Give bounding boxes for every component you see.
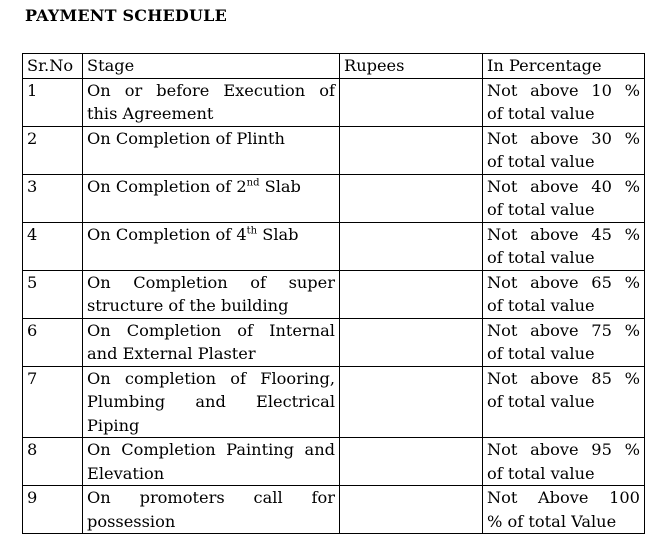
table-row: [23, 270, 645, 318]
header-srno: Sr.No: [23, 54, 83, 79]
pct-line: Not above 85 %: [487, 368, 640, 388]
header-percentage: In Percentage: [483, 54, 645, 79]
table-row: [23, 174, 645, 222]
stage-line: [87, 175, 335, 199]
table-row: [23, 366, 645, 438]
cell-srno: 1: [23, 78, 83, 126]
cell-rupees: [340, 126, 483, 174]
cell-percentage: [483, 486, 645, 534]
cell-stage: [83, 486, 340, 534]
cell-percentage: [483, 366, 645, 438]
table-row: [23, 126, 645, 174]
table-row: [23, 486, 645, 534]
table-header-row: [23, 54, 645, 79]
page-title: PAYMENT SCHEDULE: [25, 6, 227, 25]
cell-rupees: [340, 366, 483, 438]
cell-stage: [83, 366, 340, 438]
cell-srno: 3: [23, 174, 83, 222]
cell-srno: 5: [23, 270, 83, 318]
cell-rupees: [340, 174, 483, 222]
cell-percentage: [483, 126, 645, 174]
cell-percentage: [483, 222, 645, 270]
cell-percentage: [483, 270, 645, 318]
pct-line: of total value: [487, 344, 595, 363]
pct-line: Not above 40 %: [487, 176, 640, 196]
pct-line: Not above 95 %: [487, 440, 640, 459]
stage-line: Piping: [87, 415, 140, 435]
pct-line: Not above 65 %: [487, 272, 640, 292]
stage-line: On Completion of Internal: [87, 320, 335, 340]
pct-line: of total value: [487, 152, 595, 171]
stage-line: On promoters call for: [87, 488, 335, 507]
stage-line: structure of the building: [87, 296, 289, 315]
table-row: [23, 318, 645, 366]
pct-line: Not above 45 %: [487, 224, 640, 244]
table-row: [23, 78, 645, 126]
cell-srno: 6: [23, 318, 83, 366]
ordinal-suffix: nd: [246, 177, 260, 189]
cell-rupees: [340, 438, 483, 486]
cell-percentage: [483, 78, 645, 126]
stage-text-pre: On Completion of 2: [87, 176, 247, 196]
table-row: [23, 222, 645, 270]
pct-line: of total value: [487, 104, 595, 123]
stage-line: this Agreement: [87, 104, 214, 123]
pct-line: of total value: [487, 296, 595, 315]
cell-srno: 9: [23, 486, 83, 534]
cell-stage: [83, 318, 340, 366]
cell-stage: [83, 270, 340, 318]
cell-percentage: [483, 438, 645, 486]
cell-rupees: [340, 270, 483, 318]
cell-rupees: [340, 222, 483, 270]
cell-percentage: [483, 174, 645, 222]
cell-stage: [83, 78, 340, 126]
stage-line: On Completion Painting and: [87, 440, 335, 459]
stage-text-post: Slab: [257, 224, 299, 244]
header-stage: Stage: [83, 54, 340, 79]
cell-stage: [83, 438, 340, 486]
pct-line: of total value: [487, 392, 595, 411]
payment-schedule-table: [22, 53, 645, 534]
stage-line: Elevation: [87, 463, 165, 483]
header-rupees: Rupees: [340, 54, 483, 79]
stage-line: On completion of Flooring,: [87, 368, 335, 388]
pct-line: Not above 30 %: [487, 128, 640, 148]
stage-text-post: Slab: [259, 176, 301, 196]
pct-line: % of total Value: [487, 511, 617, 531]
table-row: [23, 438, 645, 486]
stage-line: Plumbing and Electrical: [87, 392, 335, 411]
stage-line: [87, 223, 335, 247]
stage-line: possession: [87, 511, 176, 531]
stage-line: On Completion of super: [87, 272, 335, 292]
pct-line: of total value: [487, 200, 595, 219]
stage-line: and External Plaster: [87, 344, 256, 363]
stage-line: On Completion of Plinth: [87, 128, 285, 148]
stage-text-pre: On Completion of 4: [87, 224, 247, 244]
stage-line: On or before Execution of: [87, 80, 335, 100]
cell-stage: [83, 126, 340, 174]
pct-line: Not Above 100: [487, 488, 640, 507]
cell-srno: 7: [23, 366, 83, 438]
pct-line: of total value: [487, 248, 595, 267]
cell-rupees: [340, 318, 483, 366]
cell-srno: 8: [23, 438, 83, 486]
cell-percentage: [483, 318, 645, 366]
pct-line: Not above 75 %: [487, 320, 640, 340]
pct-line: of total value: [487, 463, 595, 483]
pct-line: Not above 10 %: [487, 80, 640, 100]
cell-rupees: [340, 78, 483, 126]
ordinal-suffix: th: [246, 225, 258, 237]
cell-rupees: [340, 486, 483, 534]
cell-srno: 2: [23, 126, 83, 174]
cell-stage: [83, 222, 340, 270]
cell-stage: [83, 174, 340, 222]
cell-srno: 4: [23, 222, 83, 270]
